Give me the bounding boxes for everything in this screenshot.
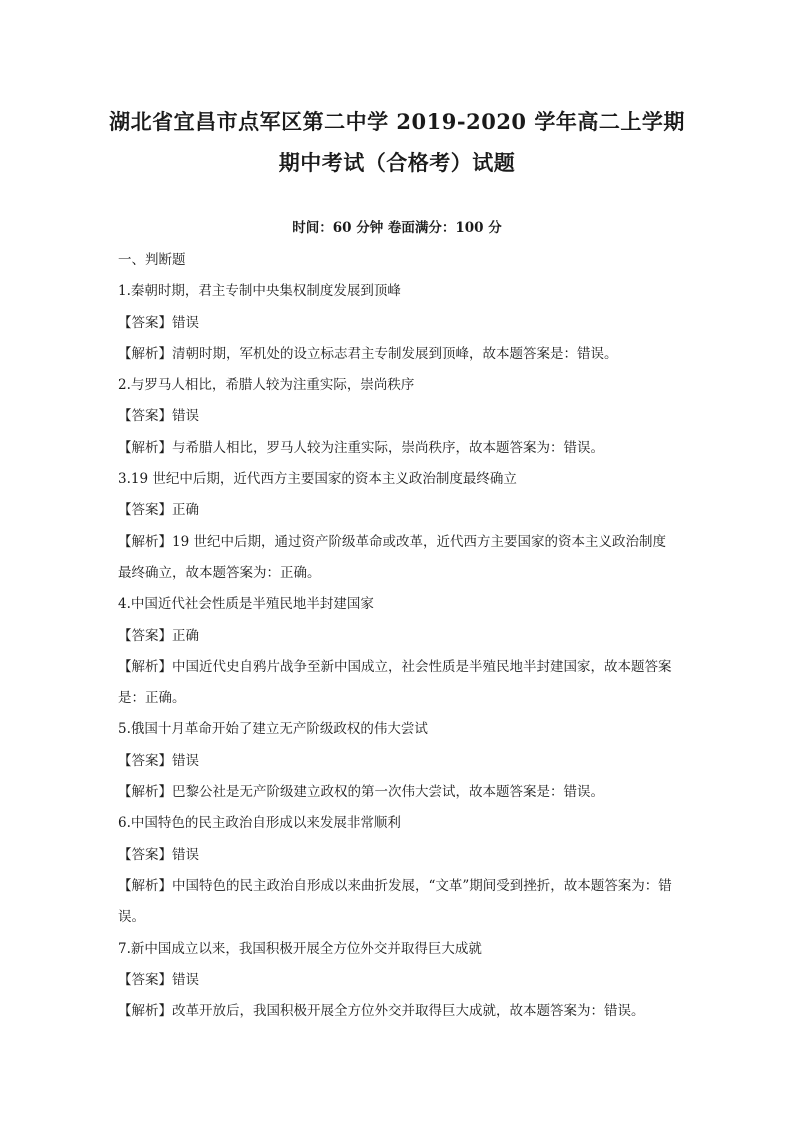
question-text: 6.中国特色的民主政治自形成以来发展非常顺利 xyxy=(118,815,401,832)
question-item xyxy=(118,589,674,714)
answer-text: 【答案】错误 xyxy=(118,314,199,331)
question-item xyxy=(118,714,674,808)
question-text: 4.中国近代社会性质是半殖民地半封建国家 xyxy=(118,596,374,613)
document-title-line2: 期中考试（合格考）试题 xyxy=(278,150,516,175)
question-text: 5.俄国十月革命开始了建立无产阶级政权的伟大尝试 xyxy=(118,721,428,738)
question-item xyxy=(118,808,674,933)
answer-text: 【答案】错误 xyxy=(118,752,199,769)
question-item xyxy=(118,276,674,370)
analysis-text: 【解析】清朝时期，军机处的设立标志君主专制发展到顶峰，故本题答案是：错误。 xyxy=(118,345,618,362)
answer-text: 【答案】正确 xyxy=(118,627,199,644)
answer-text: 【答案】错误 xyxy=(118,971,199,988)
analysis-text: 【解析】中国近代史自鸦片战争至新中国成立，社会性质是半殖民地半封建国家，故本题答案是：正确。 xyxy=(118,658,672,707)
document-title-line1: 湖北省宜昌市点军区第二中学 2019-2020 学年高二上学期 xyxy=(109,109,685,134)
question-text: 1.秦朝时期，君主专制中央集权制度发展到顶峰 xyxy=(118,283,401,300)
question-text: 2.与罗马人相比，希腊人较为注重实际，崇尚秩序 xyxy=(118,377,415,394)
analysis-text: 【解析】巴黎公社是无产阶级建立政权的第一次伟大尝试，故本题答案是：错误。 xyxy=(118,784,604,801)
analysis-text: 【解析】与希腊人相比，罗马人较为注重实际，崇尚秩序，故本题答案为：错误。 xyxy=(118,439,604,456)
question-item xyxy=(118,934,674,1028)
question-item xyxy=(118,464,674,589)
document-body xyxy=(118,245,674,1027)
question-text: 7.新中国成立以来，我国积极开展全方位外交并取得巨大成就 xyxy=(118,940,482,957)
question-item xyxy=(118,370,674,464)
answer-text: 【答案】错误 xyxy=(118,408,199,425)
analysis-text: 【解析】中国特色的民主政治自形成以来曲折发展，“文革”期间受到挫折，故本题答案为：错误。 xyxy=(118,877,672,926)
analysis-text: 【解析】19 世纪中后期，通过资产阶级革命或改革，近代西方主要国家的资本主义政治制度最终确立，故本题答案为：正确。 xyxy=(118,533,666,581)
answer-text: 【答案】错误 xyxy=(118,846,199,863)
analysis-text: 【解析】改革开放后，我国积极开展全方位外交并取得巨大成就，故本题答案为：错误。 xyxy=(118,1003,645,1020)
answer-text: 【答案】正确 xyxy=(118,502,199,519)
question-text: 3.19 世纪中后期，近代西方主要国家的资本主义政治制度最终确立 xyxy=(118,471,517,488)
section-heading: 一、判断题 xyxy=(118,252,186,268)
exam-info: 时间：60 分钟 卷面满分：100 分 xyxy=(292,220,502,236)
